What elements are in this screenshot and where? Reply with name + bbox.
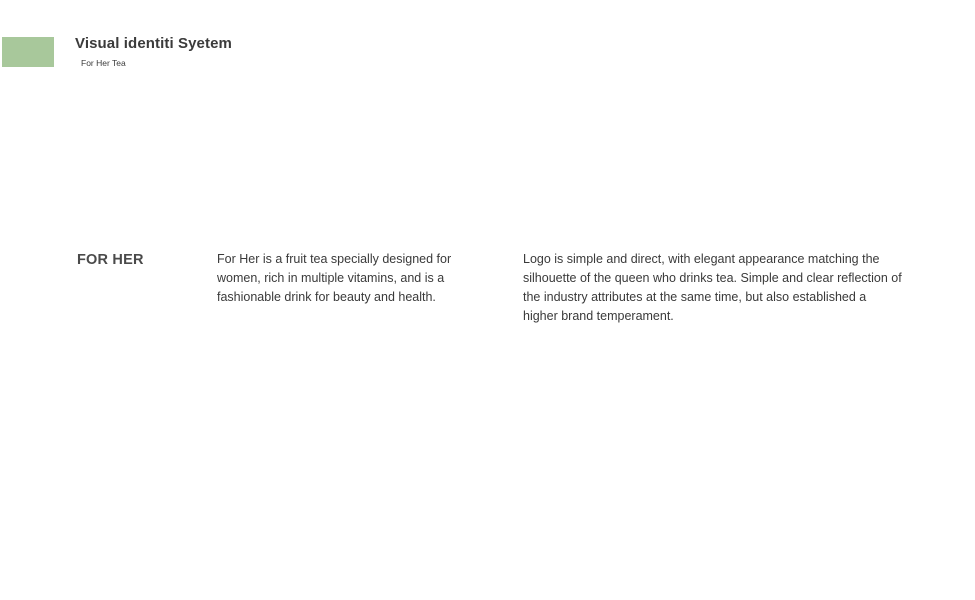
brand-description: For Her is a fruit tea specially designed for women, rich in multiple vitamins, and is a fashionable drink for beauty and health. xyxy=(217,252,452,304)
logo-description: Logo is simple and direct, with elegant appearance matching the silhouette of the queen who drinks tea. Simple and clear reflection of the industry attributes at the same time, but also established a higher brand temperament. xyxy=(523,252,902,323)
page-subtitle: For Her Tea xyxy=(81,58,126,68)
section-heading: FOR HER xyxy=(77,252,144,268)
page-title: Visual identiti Syetem xyxy=(75,35,232,52)
brand-color-swatch xyxy=(2,37,54,67)
